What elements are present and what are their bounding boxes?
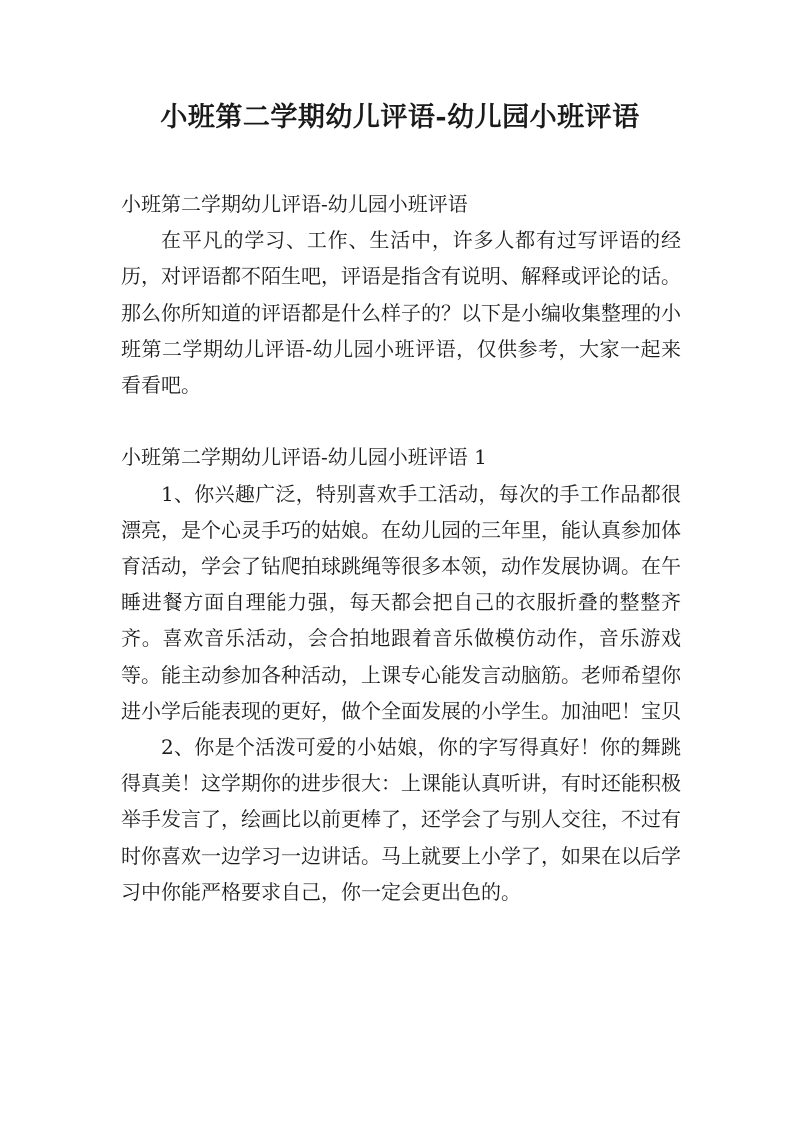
document-title: 小班第二学期幼儿评语-幼儿园小班评语	[160, 102, 640, 133]
comment-item-1: 1、你兴趣广泛，特别喜欢手工活动，每次的手工作品都很漂亮，是个心灵手巧的姑娘。在幼儿园的三年里，能认真参加体育活动，学会了钻爬拍球跳绳等很多本领，动作发展协调。在午睡进餐方面自理能力强，每天都会把自己的衣服折叠的整整齐齐。喜欢音乐活动，会合拍地跟着音乐做模仿动作，音乐游戏等。能主动参加各种活动，上课专心能发言动脑筋。老师希望你进小学后能表现的更好，做个全面发展的小学生。加油吧！宝贝	[121, 481, 681, 723]
document-body	[121, 186, 681, 910]
paragraph-gap	[121, 403, 681, 439]
section-heading: 小班第二学期幼儿评语-幼儿园小班评语 1	[121, 445, 487, 470]
intro-paragraph: 在平凡的学习、工作、生活中，许多人都有过写评语的经历，对评语都不陌生吧，评语是指含有说明、解释或评论的话。那么你所知道的评语都是什么样子的？以下是小编收集整理的小班第二学期幼儿评语-幼儿园小班评语，仅供参考，大家一起来看看吧。	[121, 228, 681, 398]
comment-item-2: 2、你是个活泼可爱的小姑娘，你的字写得真好！你的舞跳得真美！这学期你的进步很大：上课能认真听讲，有时还能积极举手发言了，绘画比以前更棒了，还学会了与别人交往，不过有时你喜欢一边学习一边讲话。马上就要上小学了，如果在以后学习中你能严格要求自己，你一定会更出色的。	[121, 735, 681, 904]
intro-heading: 小班第二学期幼儿评语-幼儿园小班评语	[121, 192, 468, 216]
